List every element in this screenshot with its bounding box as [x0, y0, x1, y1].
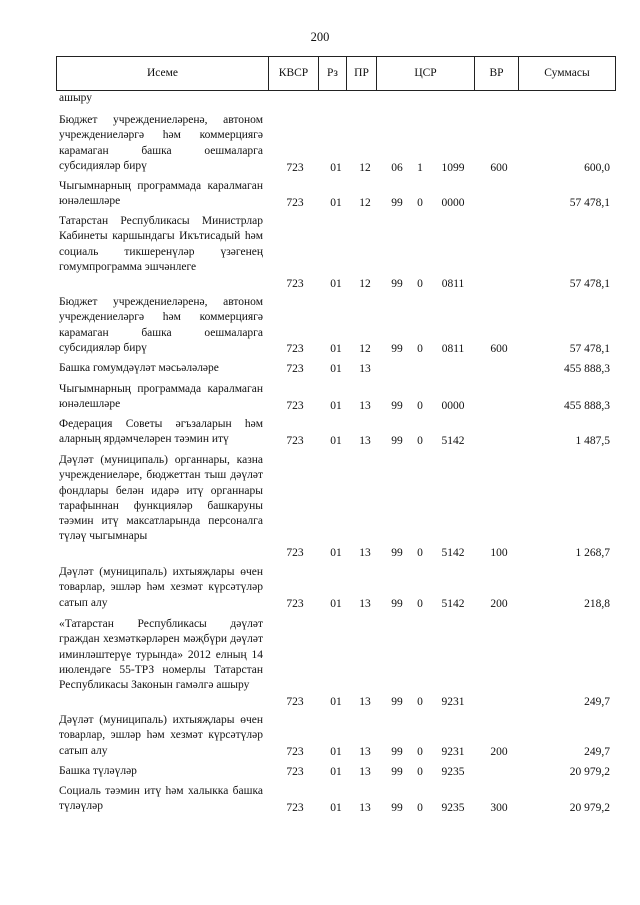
- table-row: [0, 417, 640, 449]
- cell-sum: 20 979,2: [569, 765, 610, 778]
- cell-sum: 249,7: [584, 695, 610, 708]
- cell-kvsr: 723: [286, 434, 304, 447]
- cell-csr-subprogram: 0: [417, 765, 423, 778]
- cell-kvsr: 723: [286, 745, 304, 758]
- cell-sum: 57 478,1: [569, 342, 610, 355]
- cell-rz: 01: [330, 745, 342, 758]
- cell-csr-program: 06: [391, 161, 403, 174]
- cell-csr-direction: 5142: [441, 597, 465, 610]
- cell-kvsr: 723: [286, 597, 304, 610]
- table-row: [0, 713, 640, 760]
- cell-rz: 01: [330, 546, 342, 559]
- header-name: Исеме: [57, 57, 269, 90]
- cell-csr-program: 99: [391, 434, 403, 447]
- table-row: [0, 214, 640, 292]
- row-name: Федерация Советы әгъзаларын һәм аларның ярдәмчеләрен тәэмин итү: [59, 418, 263, 446]
- cell-pr: 13: [359, 695, 371, 708]
- cell-rz: 01: [330, 362, 342, 375]
- row-name: «Татарстан Республикасы дәүләт граждан хезмәткәрләрен мәҗбүри дәүләт иминләштерүе турында» 2012 елның 14 июлендәге 55-ТРЗ номерлы Татарстан Республикасы Законын гамәлгә ашыру: [59, 618, 263, 692]
- table-row: [0, 784, 640, 816]
- cell-sum: 218,8: [584, 597, 610, 610]
- cell-pr: 12: [359, 277, 371, 290]
- header-rz: Рз: [319, 57, 347, 90]
- cell-sum: 57 478,1: [569, 196, 610, 209]
- row-name: Дәүләт (муниципаль) ихтыяҗлары өчен товарлар, эшләр һәм хезмәт күрсәтүләр сатып алу: [59, 714, 263, 757]
- cell-pr: 13: [359, 434, 371, 447]
- header-sum: Суммасы: [544, 67, 590, 79]
- cell-csr-direction: 9235: [441, 801, 465, 814]
- cell-csr-program: 99: [391, 801, 403, 814]
- cell-csr-program: 99: [391, 745, 403, 758]
- table-row: [0, 113, 640, 176]
- cell-rz: 01: [330, 434, 342, 447]
- cell-rz: 01: [330, 801, 342, 814]
- cell-csr-subprogram: 0: [417, 399, 423, 412]
- cell-csr-direction: 0811: [441, 277, 465, 290]
- cell-csr-subprogram: 1: [417, 161, 423, 174]
- table-row: [0, 361, 640, 377]
- cell-sum: 600,0: [584, 161, 610, 174]
- row-name: Чыгымнарның программада каралмаган юнәлешләре: [59, 383, 263, 411]
- cell-vr: 600: [490, 342, 508, 355]
- cell-csr-direction: 9235: [441, 765, 465, 778]
- cell-sum: 249,7: [584, 745, 610, 758]
- cell-csr-subprogram: 0: [417, 546, 423, 559]
- cell-vr: 300: [490, 801, 508, 814]
- cell-rz: 01: [330, 342, 342, 355]
- row-name: Социаль тәэмин итү һәм халыкка башка түләүләр: [59, 785, 263, 813]
- cell-vr: 100: [490, 546, 508, 559]
- cell-csr-subprogram: 0: [417, 342, 423, 355]
- cell-rz: 01: [330, 399, 342, 412]
- cell-csr-subprogram: 0: [417, 745, 423, 758]
- cell-csr-subprogram: 0: [417, 801, 423, 814]
- cell-csr-program: 99: [391, 765, 403, 778]
- cell-pr: 13: [359, 362, 371, 375]
- cell-vr: 200: [490, 597, 508, 610]
- cell-csr-direction: 9231: [441, 695, 465, 708]
- cell-pr: 13: [359, 597, 371, 610]
- cell-pr: 13: [359, 399, 371, 412]
- row-name: Чыгымнарның программада каралмаган юнәлешләре: [59, 180, 263, 208]
- cell-vr: 600: [490, 161, 508, 174]
- cell-kvsr: 723: [286, 196, 304, 209]
- cell-csr-program: 99: [391, 546, 403, 559]
- cell-csr-subprogram: 0: [417, 277, 423, 290]
- cell-csr-subprogram: 0: [417, 196, 423, 209]
- cell-csr-subprogram: 0: [417, 434, 423, 447]
- cell-csr-direction: 1099: [441, 161, 465, 174]
- cell-kvsr: 723: [286, 362, 304, 375]
- header-kvsr: КВСР: [269, 57, 319, 90]
- row-name: Бюджет учреждениеләренә, автоном учреждениеләргә һәм коммерциягә карамаган башка оешмаларга субсидияләр бирү: [59, 296, 263, 354]
- cell-kvsr: 723: [286, 695, 304, 708]
- page-number: 200: [310, 30, 330, 44]
- row-name: Дәүләт (муниципаль) ихтыяҗлары өчен товарлар, эшләр һәм хезмәт күрсәтүләр сатып алу: [59, 566, 263, 609]
- table-row: [0, 764, 640, 780]
- cell-csr-direction: 0000: [441, 399, 465, 412]
- cell-pr: 12: [359, 196, 371, 209]
- table-row: [0, 295, 640, 357]
- cell-kvsr: 723: [286, 161, 304, 174]
- cell-kvsr: 723: [286, 399, 304, 412]
- cell-pr: 13: [359, 801, 371, 814]
- cell-csr-direction: 0000: [441, 196, 465, 209]
- row-name: Бюджет учреждениеләренә, автоном учреждениеләргә һәм коммерциягә карамаган башка оешмаларга субсидияләр бирү: [59, 114, 263, 172]
- cell-pr: 13: [359, 765, 371, 778]
- cell-rz: 01: [330, 695, 342, 708]
- cell-kvsr: 723: [286, 801, 304, 814]
- cell-pr: 12: [359, 342, 371, 355]
- cell-sum: 1 268,7: [575, 546, 610, 559]
- cell-csr-direction: 5142: [441, 546, 465, 559]
- cell-csr-program: 99: [391, 695, 403, 708]
- cell-pr: 13: [359, 546, 371, 559]
- cell-sum: 20 979,2: [569, 801, 610, 814]
- cell-kvsr: 723: [286, 546, 304, 559]
- cell-csr-program: 99: [391, 342, 403, 355]
- header-vr: ВР: [475, 57, 519, 90]
- table-row: [0, 565, 640, 612]
- table-row: [0, 91, 640, 107]
- header-pr: ПР: [347, 57, 377, 90]
- cell-sum: 1 487,5: [575, 434, 610, 447]
- table-row: [0, 617, 640, 710]
- cell-csr-subprogram: 0: [417, 597, 423, 610]
- cell-vr: 200: [490, 745, 508, 758]
- cell-rz: 01: [330, 161, 342, 174]
- row-name: Башка түләүләр: [59, 765, 137, 777]
- row-name: Башка гомумдәүләт мәсьәләләре: [59, 362, 219, 374]
- cell-csr-subprogram: 0: [417, 695, 423, 708]
- cell-sum: 455 888,3: [564, 399, 610, 412]
- cell-kvsr: 723: [286, 765, 304, 778]
- cell-csr-direction: 5142: [441, 434, 465, 447]
- cell-kvsr: 723: [286, 342, 304, 355]
- row-name: Татарстан Республикасы Министрлар Кабинеты каршындагы Икътисадый һәм социаль тикшеренүләр үзәгенең гомумпрограмма эшчәнлеге: [59, 215, 263, 273]
- cell-kvsr: 723: [286, 277, 304, 290]
- row-name: ашыру: [59, 92, 93, 104]
- row-name: Дәүләт (муниципаль) органнары, казна учреждениеләре, бюджеттан тыш дәүләт фондлары белән идарә итү органнары тарафыннан функцияләр башкаруны тәэмин итү максатларында персоналга түләү чыгымнары: [59, 454, 263, 543]
- cell-csr-direction: 0811: [441, 342, 465, 355]
- table-row: [0, 382, 640, 414]
- table-row: [0, 453, 640, 561]
- cell-csr-program: 99: [391, 399, 403, 412]
- cell-csr-program: 99: [391, 196, 403, 209]
- cell-csr-program: 99: [391, 597, 403, 610]
- header-csr: ЦСР: [377, 57, 475, 90]
- cell-csr-direction: 9231: [441, 745, 465, 758]
- cell-rz: 01: [330, 277, 342, 290]
- cell-sum: 455 888,3: [564, 362, 610, 375]
- cell-sum: 57 478,1: [569, 277, 610, 290]
- cell-rz: 01: [330, 196, 342, 209]
- table-header: [56, 56, 616, 91]
- cell-rz: 01: [330, 765, 342, 778]
- table-row: [0, 179, 640, 211]
- cell-pr: 12: [359, 161, 371, 174]
- cell-rz: 01: [330, 597, 342, 610]
- cell-pr: 13: [359, 745, 371, 758]
- cell-csr-program: 99: [391, 277, 403, 290]
